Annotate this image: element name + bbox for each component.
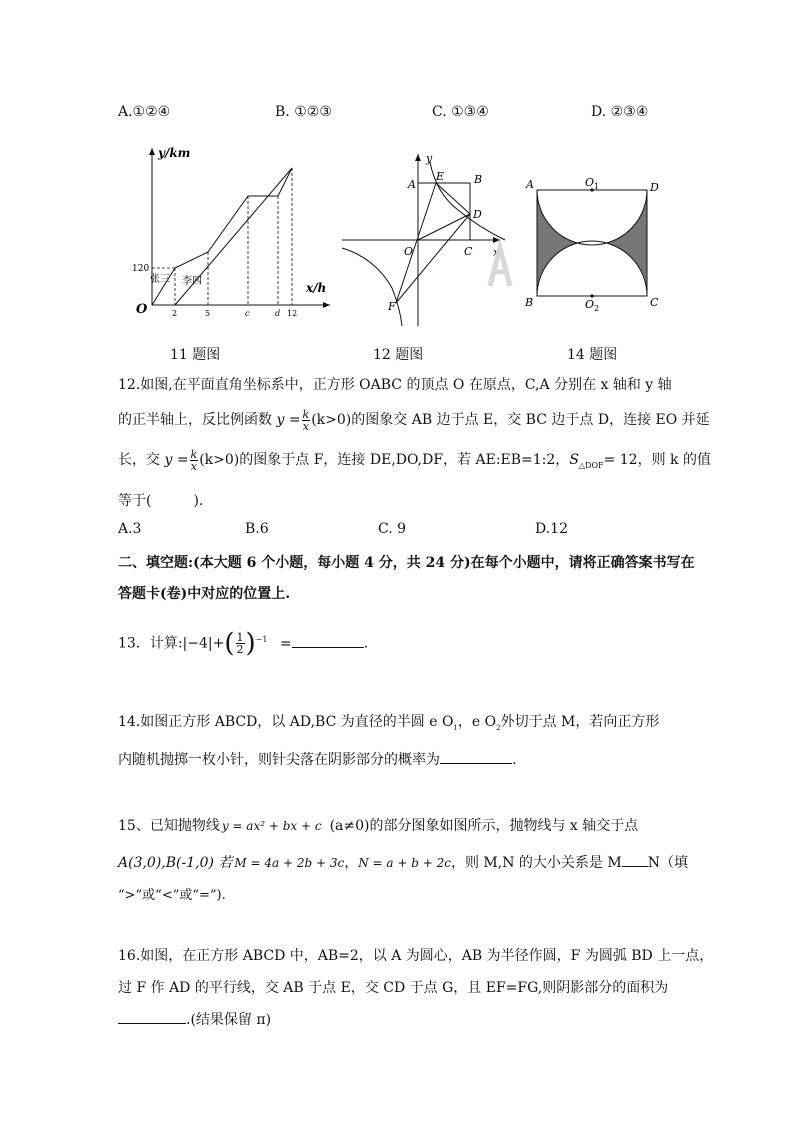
fig11-y120: 120: [132, 264, 150, 274]
fig11-tick-d: d: [275, 309, 281, 318]
fig11-ylabel: y/km: [158, 146, 191, 160]
q14-line1: 14.如图正方形 ABCD，以 AD,BC 为直径的半圆 e $O_1$，e $O_2$外切于点 M，若向正方形: [118, 714, 660, 732]
fig12-label-O: O: [404, 245, 414, 258]
fig12-line-EF: [396, 183, 436, 303]
fig14-label-C: C: [650, 296, 659, 309]
fig14-caption: 14 题图: [567, 347, 618, 363]
fig11-tick-2: 2: [172, 309, 178, 318]
fig12-label-B: B: [474, 173, 483, 186]
q14-line2: 内随机抛掷一枚小针，则针尖落在阴影部分的概率为 .: [118, 752, 517, 768]
fig11-x-arrow: [323, 302, 330, 308]
fig14-label-O2: O: [585, 298, 595, 311]
q11-option-b: B. ①②③: [275, 104, 332, 120]
fig14-label-O1: O: [585, 176, 595, 189]
fig11-caption: 11 题图: [170, 347, 221, 363]
fig14-label-D: D: [650, 181, 659, 194]
q12-option-d: D.12: [535, 521, 568, 537]
q12-option-b: B.6: [245, 521, 269, 537]
fig12-label-F: F: [388, 300, 396, 313]
q15-line3: “>”或“<”或“=”).: [118, 888, 226, 903]
fig14-label-O2-sub: 2: [594, 304, 600, 312]
fig11-tick-12: 12: [287, 309, 298, 318]
fig12-square: [418, 183, 470, 240]
q12-option-c: C. 9: [378, 521, 407, 537]
fig11-lisi-label: 李四: [182, 276, 202, 287]
section2-heading-line2: 答题卡(卷)中对应的位置上.: [118, 586, 291, 602]
fig12-caption: 12 题图: [373, 347, 424, 363]
q11-option-a: A.①②④: [118, 104, 171, 120]
figure-14-graph: [522, 172, 662, 312]
fig11-origin: O: [136, 302, 148, 317]
fig12-label-x: x: [493, 246, 500, 259]
figure-12-graph: [340, 148, 520, 330]
q16-line3: .(结果保留 π): [118, 1009, 271, 1029]
q11-option-c: C. ①③④: [432, 104, 489, 120]
fig12-hyperbola-left: [342, 248, 402, 326]
q11-option-d: D. ②③④: [591, 104, 649, 120]
fig12-label-D: D: [473, 208, 482, 221]
q16-line2: 过 F 作 AD 的平行线，交 AB 于点 E，交 CD 于点 G，且 EF=FG,则阴影部分的面积为: [118, 980, 669, 996]
fig11-zhangsan-line: [152, 168, 292, 305]
q12-line2: 的正半轴上，反比例函数 y = $\frac{k}{x}$ (k>0)的图象交 AB 边于点 E，交 BC 边于点 D，连接 EO 并延: [118, 407, 710, 433]
q12-line4: 等于( ).: [118, 493, 204, 509]
figure-11-graph: [130, 140, 335, 320]
q12-line1: 12.如图,在平面直角坐标系中，正方形 OABC 的顶点 O 在原点，C,A 分别在 x 轴和 y 轴: [118, 377, 672, 393]
fig12-label-y: y: [426, 152, 433, 165]
fig11-tick-c: c: [245, 309, 250, 318]
fig11-xlabel: x/h: [306, 281, 327, 295]
fig14-label-O1-sub: 1: [594, 182, 600, 191]
fig12-label-E: E: [436, 170, 445, 183]
q15-line1: 15、已知抛物线 y = ax² + bx + c (a≠0)的部分图象如图所示，抛物线与 x 轴交于点: [118, 818, 639, 834]
section2-heading-line1: 二、填空题:(本大题 6 个小题，每小题 4 分，共 24 分)在每个小题中，请将正确答案书写在: [118, 555, 695, 571]
q15-line2: A(3,0),B(-1,0) 若 M = 4a + 2b + 3c，N = a + b + 2c，则 M,N 的大小关系是 M N（填: [118, 855, 688, 871]
fig11-zhangsan-label: 张三: [150, 274, 170, 285]
fig12-label-A: A: [408, 178, 416, 191]
fig11-tick-5: 5: [205, 309, 211, 318]
q16-line1: 16.如图，在正方形 ABCD 中，AB=2，以 A 为圆心，AB 为半径作圆，F 为圆弧 BD 上一点，: [118, 948, 714, 964]
q12-line3: 长，交 y = $\frac{k}{x}$ (k>0)的图象于点 F，连接 DE,DO,DF，若 AE:EB=1:2，$S_{\triangle DOF}= 12$，则 k 的值: [118, 447, 711, 473]
fig11-y-arrow: [149, 148, 155, 155]
fig12-label-C: C: [464, 245, 473, 258]
fig14-label-B: B: [525, 296, 534, 309]
q13-line: 13．计算:|−4|+( $\frac{1}{2}$ )$^{-1}$ = .: [118, 628, 369, 659]
fig14-label-A: A: [526, 178, 534, 191]
q12-option-a: A.3: [118, 521, 142, 537]
